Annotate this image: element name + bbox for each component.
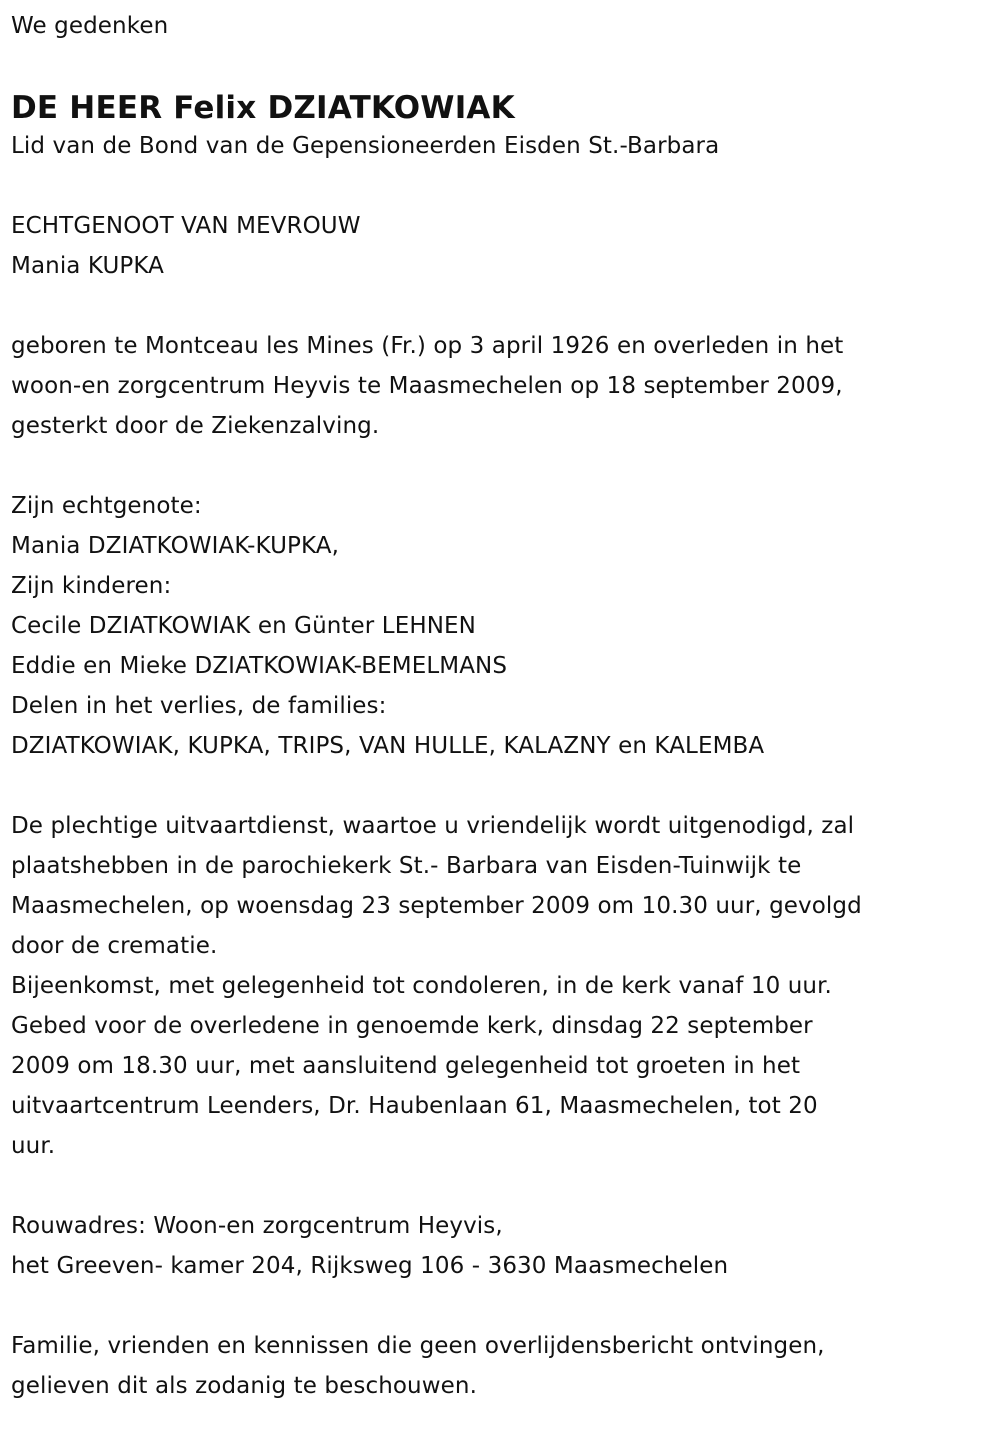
paragraph-line: gesterkt door de Ziekenzalving. (11, 413, 380, 439)
deceased-name: DE HEER Felix DZIATKOWIAK (11, 90, 515, 126)
spouse-name: Mania KUPKA (11, 253, 164, 279)
spacer (11, 766, 991, 806)
paragraph-line: uur. (11, 1133, 56, 1159)
family-line: Zijn kinderen: (11, 573, 172, 599)
spacer (11, 166, 991, 206)
paragraph-line: gelieven dit als zodanig te beschouwen. (11, 1373, 477, 1399)
paragraph-line: geboren te Montceau les Mines (Fr.) op 3 april 1926 en overleden in het (11, 333, 844, 359)
mourning-address (11, 1206, 991, 1286)
address-line: Rouwadres: Woon-en zorgcentrum Heyvis, (11, 1213, 503, 1239)
family-line: Zijn echtgenote: (11, 493, 202, 519)
paragraph-line: Familie, vrienden en kennissen die geen overlijdensbericht ontvingen, (11, 1333, 825, 1359)
paragraph-line: 2009 om 18.30 uur, met aansluitend gelegenheid tot groeten in het (11, 1053, 801, 1079)
family-line: Eddie en Mieke DZIATKOWIAK-BEMELMANS (11, 653, 508, 679)
ceremony-paragraph (11, 806, 991, 1166)
spacer (11, 286, 991, 326)
spacer (11, 446, 991, 486)
spacer (11, 1166, 991, 1206)
paragraph-line: door de crematie. (11, 933, 218, 959)
family-line: Delen in het verlies, de families: (11, 693, 387, 719)
family-line: Mania DZIATKOWIAK-KUPKA, (11, 533, 340, 559)
membership-line: Lid van de Bond van de Gepensioneerden Eisden St.-Barbara (11, 133, 720, 159)
spacer (11, 1286, 991, 1326)
obituary-notice (11, 6, 991, 1406)
family-list (11, 486, 991, 766)
paragraph-line: De plechtige uitvaartdienst, waartoe u vriendelijk wordt uitgenodigd, zal (11, 813, 855, 839)
paragraph-line: woon-en zorgcentrum Heyvis te Maasmechelen op 18 september 2009, (11, 373, 843, 399)
paragraph-line: Bijeenkomst, met gelegenheid tot condoleren, in de kerk vanaf 10 uur. (11, 973, 832, 999)
paragraph-line: uitvaartcentrum Leenders, Dr. Haubenlaan 61, Maasmechelen, tot 20 (11, 1093, 818, 1119)
family-line: DZIATKOWIAK, KUPKA, TRIPS, VAN HULLE, KALAZNY en KALEMBA (11, 733, 765, 759)
paragraph-line: plaatshebben in de parochiekerk St.- Barbara van Eisden-Tuinwijk te (11, 853, 802, 879)
intro-text: We gedenken (11, 13, 169, 39)
address-line: het Greeven- kamer 204, Rijksweg 106 - 3630 Maasmechelen (11, 1253, 729, 1279)
family-line: Cecile DZIATKOWIAK en Günter LEHNEN (11, 613, 476, 639)
paragraph-line: Gebed voor de overledene in genoemde kerk, dinsdag 22 september (11, 1013, 813, 1039)
spouse-title: ECHTGENOOT VAN MEVROUW (11, 213, 361, 239)
closing-paragraph (11, 1326, 991, 1406)
paragraph-line: Maasmechelen, op woensdag 23 september 2009 om 10.30 uur, gevolgd (11, 893, 862, 919)
birth-death-paragraph (11, 326, 991, 446)
